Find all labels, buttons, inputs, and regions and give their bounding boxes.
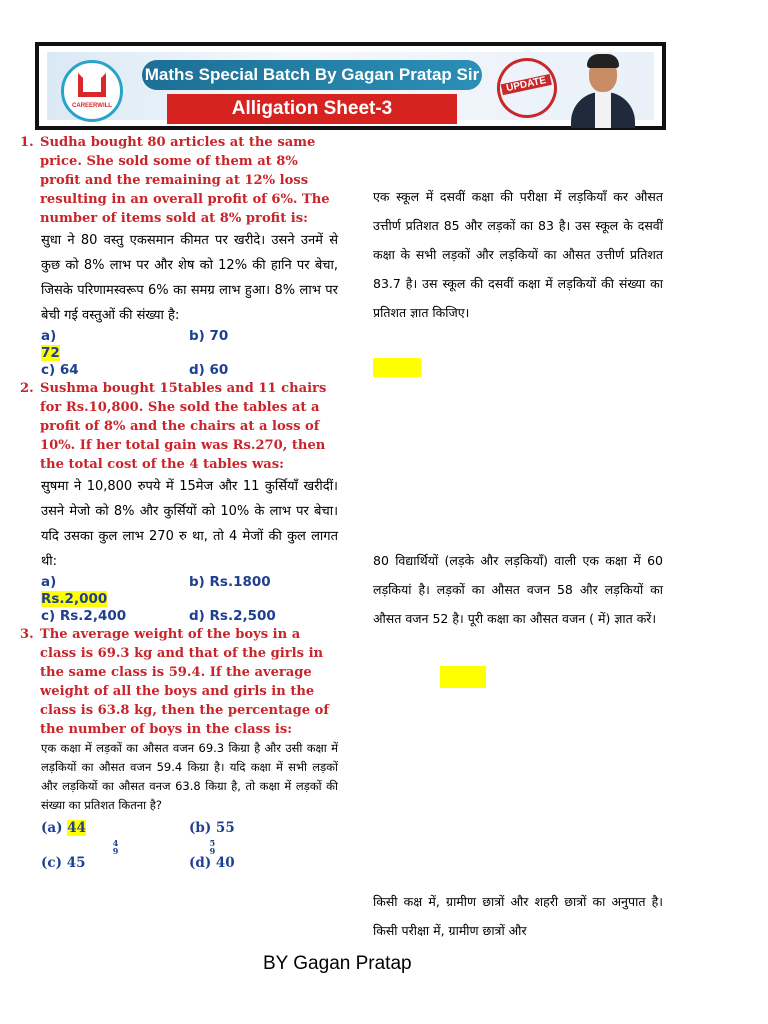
option-c: (c) 45 xyxy=(41,855,86,871)
question-hindi: सुधा ने 80 वस्तु एकसमान कीमत पर खरीदे। उसने उनमें से कुछ को 8% लाभ पर और शेष को 12% की हानि पर बेचा, जिसके परिणामस्वरूप 6% का समग्र लाभ हुआ। 8% लाभ पर बेची गई वस्तुओं की संख्या है: xyxy=(41,233,338,323)
question-english xyxy=(20,379,338,474)
option-b: b) Rs.1800 xyxy=(189,574,271,590)
question-3 xyxy=(20,625,338,872)
option-a: a) Rs.2,000 xyxy=(41,574,108,607)
banner-subtitle: Alligation Sheet-3 xyxy=(167,94,457,124)
banner-background xyxy=(47,52,654,120)
careerwill-logo xyxy=(61,60,123,122)
questions-column xyxy=(20,133,338,872)
options xyxy=(20,574,338,625)
question-number: 3. xyxy=(20,627,34,642)
header-banner xyxy=(35,42,666,130)
question-english xyxy=(20,133,338,228)
person-shirt xyxy=(595,92,611,128)
question-text: Sushma bought 15tables and 11 chairs for Rs.10,800. She sold the tables at a profit of 8% and the chairs at a loss of 10%. If her total gain was Rs.270, then the total cost of the 4 tables was: xyxy=(40,381,327,472)
question-2 xyxy=(20,379,338,625)
question-hindi: सुषमा ने 10,800 रुपये में 15मेज और 11 कुर्सियाँ खरीदीं। उसने मेजो को 8% और कुर्सियों को 10% के लाभ पर बेचा। यदि उसका कुल लाभ 270 रु था, तो 4 मेजों की कुल लागत थी: xyxy=(41,479,338,569)
question-hindi: एक कक्षा में लड़कों का औसत वजन 69.3 किग्रा है और उसी कक्षा में लड़कियों का औसत वजन 59.4 किग्रा है। यदि कक्षा में सभी लड़कों और लड़कियों का औसत वनज 63.8 किग्रा है, तो कक्षा में लड़कों की संख्या का प्रतिशत कितना है? xyxy=(41,741,338,812)
option-b: b) 70 xyxy=(189,328,229,344)
question-1 xyxy=(20,133,338,379)
question-number: 1. xyxy=(20,135,34,150)
option-c: c) Rs.2,400 xyxy=(41,608,127,624)
right-question-2: 80 विद्यार्थियों (लड़के और लड़कियाँ) वाली एक कक्षा में 60 लड़कियां है। लड़कों का औसत वजन 58 और लड़कियों का औसत वजन 52 है। पूरी कक्षा का औसत वजन ( में) ज्ञात करें। xyxy=(373,553,663,626)
correct-answer-highlight: 72 xyxy=(41,345,60,361)
option-d: d) 60 xyxy=(189,362,229,378)
option-a: a) 72 xyxy=(41,328,60,361)
stamp-label: UPDATE xyxy=(501,74,552,95)
logo-mark-icon xyxy=(78,73,106,97)
question-number: 2. xyxy=(20,381,34,396)
update-stamp-icon xyxy=(491,52,562,123)
option-c: c) 64 xyxy=(41,362,79,378)
person-hair xyxy=(587,54,619,68)
correct-answer-highlight: Rs.2,000 xyxy=(41,591,108,607)
right-question-1: एक स्कूल में दसवीं कक्षा की परीक्षा में लड़कियाँ कर औसत उत्तीर्ण प्रतिशत 85 और लड़कों का 83 है। उस स्कूल के दसवीं कक्षा के सभी लड़कों और लड़कियों का औसत उत्तीर्ण प्रतिशत 83.7 है। उस स्कूल की दसवीं कक्षा में लड़कियों की संख्या का प्रतिशत ज्ञात किजिए। xyxy=(373,189,663,320)
answer-highlight-box xyxy=(440,666,486,688)
question-english xyxy=(20,625,338,739)
option-a: (a) 44 4 9 xyxy=(41,817,189,855)
correct-answer-highlight: 44 4 9 xyxy=(41,820,189,855)
option-d: d) Rs.2,500 xyxy=(189,608,276,624)
teacher-photo xyxy=(567,54,637,128)
question-text: Sudha bought 80 articles at the same price. She sold some of them at 8% profit and the remaining at 12% loss resulting in an overall profit of 6%. The number of items sold at 8% profit is: xyxy=(40,135,330,226)
options xyxy=(20,817,338,872)
right-question-3: किसी कक्ष में, ग्रामीण छात्रों और शहरी छात्रों का अनुपात है। किसी परीक्षा में, ग्रामीण छात्रों और xyxy=(373,894,663,938)
logo-text: CAREERWILL xyxy=(72,103,112,109)
option-b: (b) 55 5 9 xyxy=(189,820,235,856)
question-text: The average weight of the boys in a class is 69.3 kg and that of the girls in the same class is 59.4. If the average weight of all the boys and girls in the class is 63.8 kg, then the percentage of the number of boys in the class is: xyxy=(40,627,330,737)
footer-author: BY Gagan Pratap xyxy=(263,953,412,974)
banner-title: Maths Special Batch By Gagan Pratap Sir xyxy=(142,60,482,90)
answer-highlight-box xyxy=(373,358,421,377)
option-d: (d) 40 xyxy=(189,855,235,871)
options xyxy=(20,328,338,379)
